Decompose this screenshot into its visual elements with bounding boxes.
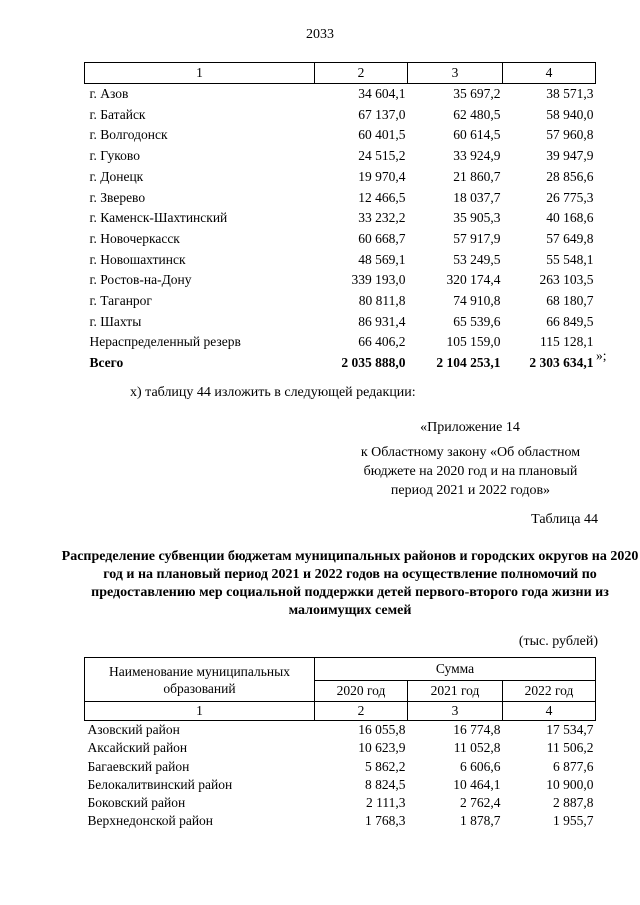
row-name: Боковский район bbox=[87, 795, 186, 811]
value-2021: 6 606,6 bbox=[460, 758, 501, 774]
column-number: 2 bbox=[315, 63, 408, 84]
row-name: г. Новошахтинск bbox=[89, 251, 186, 267]
table-row bbox=[85, 229, 596, 250]
value-2021: 65 539,6 bbox=[453, 313, 501, 329]
column-number: 3 bbox=[408, 702, 503, 721]
value-2020: 66 406,2 bbox=[358, 334, 406, 350]
value-2020: 80 811,8 bbox=[358, 293, 406, 309]
table-row bbox=[85, 353, 596, 374]
row-name: г. Гуково bbox=[89, 148, 140, 164]
row-name: г. Шахты bbox=[89, 313, 142, 329]
value-2021: 62 480,5 bbox=[453, 106, 501, 122]
value-2021: 74 910,8 bbox=[453, 293, 501, 309]
value-2022: 40 168,6 bbox=[546, 210, 594, 226]
table-header-row bbox=[85, 702, 596, 721]
value-2020: 60 401,5 bbox=[358, 127, 406, 143]
table-row bbox=[85, 291, 596, 312]
value-2021: 1 878,7 bbox=[460, 813, 501, 829]
value-2020: 339 193,0 bbox=[351, 272, 406, 288]
column-number: 4 bbox=[503, 702, 596, 721]
row-name: г. Новочеркасск bbox=[89, 230, 180, 246]
value-2020: 2 111,3 bbox=[366, 795, 406, 811]
table-row bbox=[85, 270, 596, 291]
value-2022: 55 548,1 bbox=[546, 251, 594, 267]
value-2022: 66 849,5 bbox=[546, 313, 594, 329]
column-number: 1 bbox=[85, 702, 315, 721]
value-2020: 5 862,2 bbox=[365, 758, 406, 774]
value-2022: 115 128,1 bbox=[540, 334, 594, 350]
table-label: Таблица 44 bbox=[531, 512, 598, 527]
value-2022: 2 303 634,1 bbox=[529, 355, 594, 371]
value-2022: 57 960,8 bbox=[546, 127, 594, 143]
table-header-row bbox=[85, 658, 596, 681]
value-2021: 53 249,5 bbox=[453, 251, 501, 267]
value-2020: 1 768,3 bbox=[365, 813, 406, 829]
value-2021: 60 614,5 bbox=[453, 127, 501, 143]
column-number: 4 bbox=[503, 63, 596, 84]
row-name: г. Азов bbox=[89, 86, 129, 101]
value-2022: 57 649,8 bbox=[546, 230, 594, 246]
value-2020: 10 623,9 bbox=[358, 740, 406, 756]
table-row bbox=[85, 84, 596, 105]
table-row bbox=[85, 250, 596, 271]
table-heading: Распределение субвенции бюджетам муниципальных районов и городских округов на 2020 год и на плановый период 2021 и 2022 годов на осуществление полномочий по предоставлению мер социальной поддержки детей первого-второго года жизни из малоимущих семей bbox=[61, 549, 639, 618]
year-header: 2022 год bbox=[503, 681, 596, 702]
row-name: Азовский район bbox=[87, 722, 180, 737]
table-row bbox=[85, 146, 596, 167]
value-2021: 2 762,4 bbox=[460, 795, 501, 811]
budget-table-cities bbox=[84, 62, 596, 374]
value-2021: 2 104 253,1 bbox=[436, 355, 501, 371]
value-2021: 21 860,7 bbox=[453, 168, 501, 184]
value-2020: 19 970,4 bbox=[358, 168, 406, 184]
value-2021: 57 917,9 bbox=[453, 230, 501, 246]
value-2022: 28 856,6 bbox=[546, 168, 594, 184]
table-row bbox=[85, 208, 596, 229]
value-2022: 17 534,7 bbox=[546, 722, 594, 737]
column-number: 2 bbox=[315, 702, 408, 721]
name-column-header: Наименование муниципальных образований bbox=[85, 658, 315, 702]
table-row bbox=[85, 188, 596, 209]
value-2022: 26 775,3 bbox=[546, 189, 594, 205]
value-2022: 2 887,8 bbox=[553, 795, 594, 811]
value-2022: 58 940,0 bbox=[546, 106, 594, 122]
value-2022: 11 506,2 bbox=[546, 740, 594, 756]
row-name: Нераспределенный резерв bbox=[89, 334, 241, 350]
table-row bbox=[85, 721, 596, 740]
table-row bbox=[85, 812, 596, 830]
row-name: г. Батайск bbox=[89, 106, 146, 122]
value-2021: 35 697,2 bbox=[453, 86, 501, 101]
table-row bbox=[85, 758, 596, 776]
row-name: Всего bbox=[89, 355, 124, 371]
year-header: 2021 год bbox=[408, 681, 503, 702]
value-2020: 48 569,1 bbox=[358, 251, 406, 267]
value-2022: 38 571,3 bbox=[546, 86, 594, 101]
value-2020: 16 055,8 bbox=[358, 722, 406, 737]
table-row bbox=[85, 332, 596, 353]
column-number: 3 bbox=[408, 63, 503, 84]
value-2021: 35 905,3 bbox=[453, 210, 501, 226]
value-2022: 68 180,7 bbox=[546, 293, 594, 309]
value-2020: 34 604,1 bbox=[358, 86, 406, 101]
table-row bbox=[85, 794, 596, 812]
value-2021: 10 464,1 bbox=[453, 776, 501, 792]
value-2022: 6 877,6 bbox=[553, 758, 594, 774]
value-2020: 12 466,5 bbox=[358, 189, 406, 205]
year-header: 2020 год bbox=[315, 681, 408, 702]
value-2020: 86 931,4 bbox=[358, 313, 406, 329]
row-name: Аксайский район bbox=[87, 740, 188, 756]
units-label: (тыс. рублей) bbox=[518, 634, 598, 649]
closing-quote: »; bbox=[596, 348, 607, 363]
value-2022: 263 103,5 bbox=[539, 272, 594, 288]
row-name: г. Таганрог bbox=[89, 293, 152, 309]
row-name: Верхнедонской район bbox=[87, 813, 214, 829]
column-number: 1 bbox=[85, 63, 315, 84]
appendix-reference: к Областному закону «Об областном бюджете на 2020 год и на плановый период 2021 и 2022 годов» bbox=[360, 445, 581, 498]
value-2020: 24 515,2 bbox=[358, 148, 406, 164]
amendment-paragraph: х) таблицу 44 изложить в следующей редакции: bbox=[130, 385, 416, 400]
value-2020: 2 035 888,0 bbox=[341, 355, 406, 371]
table-row bbox=[85, 739, 596, 757]
value-2020: 60 668,7 bbox=[358, 230, 406, 246]
row-name: г. Зверево bbox=[89, 189, 146, 205]
row-name: г. Донецк bbox=[89, 168, 144, 184]
page-number: 2033 bbox=[306, 27, 334, 42]
appendix-title: «Приложение 14 bbox=[420, 420, 520, 435]
value-2021: 33 924,9 bbox=[453, 148, 501, 164]
value-2021: 11 052,8 bbox=[453, 740, 501, 756]
table-header-row bbox=[85, 63, 596, 84]
table-row bbox=[85, 776, 596, 794]
value-2021: 16 774,8 bbox=[453, 722, 501, 737]
row-name: г. Каменск-Шахтинский bbox=[89, 210, 228, 226]
value-2022: 1 955,7 bbox=[553, 813, 594, 829]
value-2021: 18 037,7 bbox=[453, 189, 501, 205]
table-row bbox=[85, 312, 596, 333]
row-name: г. Ростов-на-Дону bbox=[89, 272, 192, 288]
table-row bbox=[85, 125, 596, 146]
table-row bbox=[85, 167, 596, 188]
subvention-table bbox=[84, 657, 596, 831]
value-2020: 67 137,0 bbox=[358, 106, 406, 122]
row-name: г. Волгодонск bbox=[89, 127, 168, 143]
sum-column-header: Сумма bbox=[315, 658, 596, 681]
value-2020: 33 232,2 bbox=[358, 210, 406, 226]
row-name: Белокалитвинский район bbox=[87, 776, 233, 792]
value-2021: 320 174,4 bbox=[446, 272, 501, 288]
value-2020: 8 824,5 bbox=[365, 776, 406, 792]
value-2022: 39 947,9 bbox=[546, 148, 594, 164]
row-name: Багаевский район bbox=[87, 758, 190, 774]
value-2021: 105 159,0 bbox=[446, 334, 501, 350]
value-2022: 10 900,0 bbox=[546, 776, 594, 792]
table-row bbox=[85, 105, 596, 126]
